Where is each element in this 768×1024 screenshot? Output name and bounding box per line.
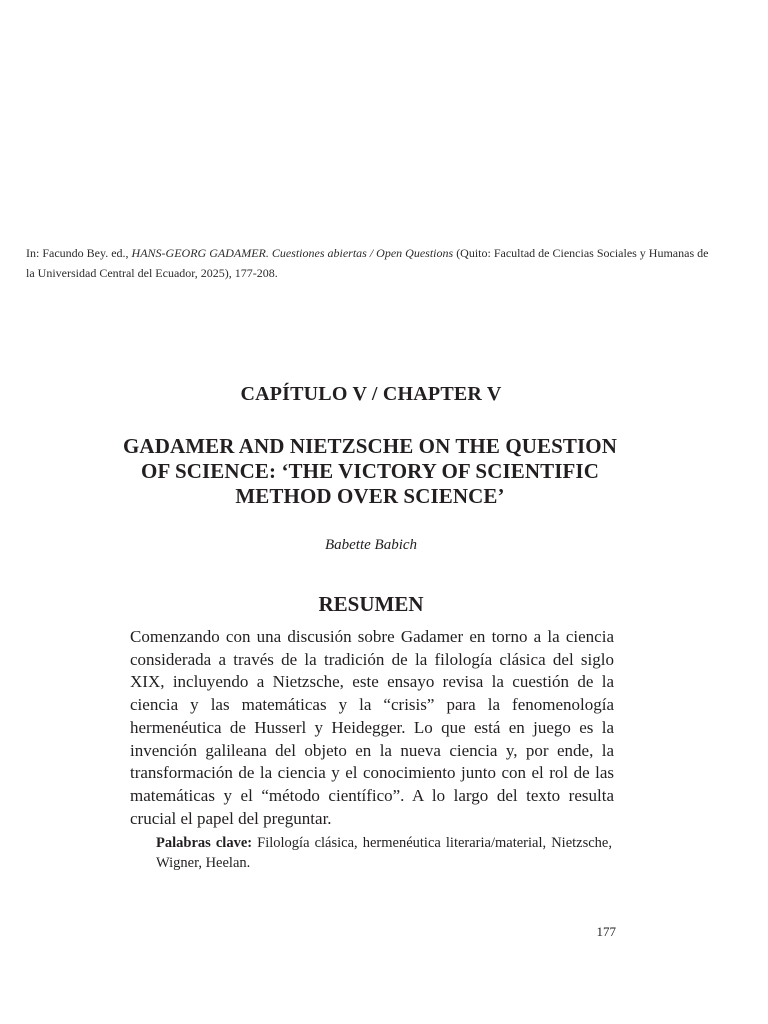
article-title: GADAMER AND NIETZSCHE ON THE QUESTION OF SCIENCE: ‘THE VICTORY OF SCIENTIFIC METHOD OVER SCIENCE’ bbox=[123, 434, 617, 508]
chapter-label: CAPÍTULO V / CHAPTER V bbox=[240, 383, 502, 405]
citation-suffix: (Quito: Facultad de Ciencias Sociales y Humanas de la Universidad Central del Ecuador, 2025), 177-208. bbox=[26, 246, 709, 280]
citation-note bbox=[26, 243, 716, 283]
page-number: 177 bbox=[596, 924, 616, 939]
citation-prefix: In: Facundo Bey. ed., bbox=[26, 246, 132, 260]
citation-book-title: HANS-GEORG GADAMER. Cuestiones abiertas / Open Questions bbox=[131, 246, 454, 260]
author-name: Babette Babich bbox=[324, 537, 418, 553]
keywords-paragraph bbox=[156, 833, 612, 873]
keywords-list: Filología clásica, hermenéutica literaria/material, Nietzsche, Wigner, Heelan. bbox=[156, 835, 612, 871]
abstract-heading: RESUMEN bbox=[318, 592, 424, 616]
keywords-label: Palabras clave: bbox=[156, 835, 253, 851]
abstract-body: Comenzando con una discusión sobre Gadamer en torno a la ciencia considerada a través de la tradición de la filología clásica del siglo XIX, incluyendo a Nietzsche, este ensayo revisa la cuestión de la ciencia y las matemáticas y la “crisis” para la fenomenología hermenéutica de Husserl y Heidegger. Lo que está en juego es la invención galileana del objeto en la nueva ciencia y, por ende, la transformación de la ciencia y el conocimiento junto con el rol de las matemáticas y el “método científico”. A lo largo del texto resulta crucial el papel del preguntar. bbox=[130, 627, 614, 828]
